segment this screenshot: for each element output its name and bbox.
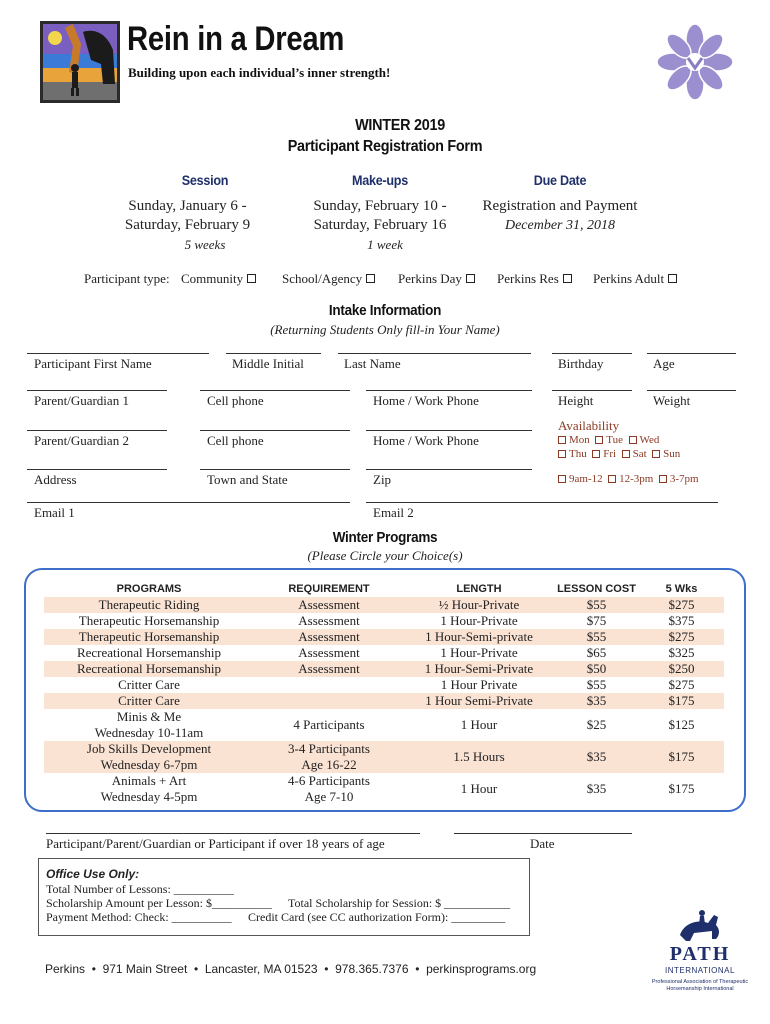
- lotus-icon: [655, 22, 735, 102]
- bullet-icon: •: [193, 962, 199, 976]
- guardian2-line[interactable]: [27, 430, 167, 431]
- due-line1: Registration and Payment: [482, 198, 638, 214]
- email2-label: Email 2: [373, 505, 414, 520]
- weight-label: Weight: [653, 393, 691, 408]
- signature-line[interactable]: [46, 833, 420, 834]
- checkbox[interactable]: [366, 274, 375, 283]
- bullet-icon: •: [324, 962, 329, 976]
- col-five-weeks: 5 Wks: [665, 583, 698, 595]
- checkbox[interactable]: [466, 274, 475, 283]
- day-sat[interactable]: Sat: [622, 448, 647, 460]
- makeups-line1: Sunday, February 10 -: [313, 198, 447, 214]
- checkbox[interactable]: [668, 274, 677, 283]
- participant-type-label: Participant type:: [84, 271, 170, 286]
- cell1-line[interactable]: [200, 390, 350, 391]
- path-tag1: Professional Association of Therapeutic: [651, 979, 749, 985]
- makeups-heading: Make-ups: [352, 172, 408, 188]
- home-work2-line[interactable]: [366, 430, 532, 431]
- ptype-perkins-adult[interactable]: Perkins Adult: [593, 271, 677, 287]
- program-row-multi[interactable]: Job Skills Development Wednesday 6-7pm 3-4 Participants Age 16-22 1.5 Hours $35 $175: [44, 741, 724, 773]
- path-sub: INTERNATIONAL: [665, 966, 735, 975]
- program-row[interactable]: Recreational Horsemanship Assessment 1 Hour-Semi-Private $50 $250: [44, 661, 724, 677]
- office-payment-check: Payment Method: Check: __________: [46, 910, 232, 924]
- email1-label: Email 1: [34, 505, 75, 520]
- guardian1-label: Parent/Guardian 1: [34, 393, 129, 408]
- day-wed[interactable]: Wed: [629, 434, 660, 446]
- height-line[interactable]: [552, 390, 632, 391]
- due-line2: December 31, 2018: [504, 218, 616, 233]
- path-name: PATH: [669, 943, 731, 965]
- footer-street: 971 Main Street: [102, 962, 188, 976]
- height-label: Height: [558, 393, 594, 408]
- town-state-label: Town and State: [207, 472, 288, 487]
- office-lessons: Total Number of Lessons: __________: [46, 882, 234, 896]
- session-line2: Saturday, February 9: [124, 217, 251, 233]
- office-scholarship-per-lesson: Scholarship Amount per Lesson: $__________: [46, 896, 272, 910]
- address-line[interactable]: [27, 469, 167, 470]
- bullet-icon: •: [91, 962, 96, 976]
- date-line[interactable]: [454, 833, 632, 834]
- cell1-label: Cell phone: [207, 393, 264, 408]
- horse-rider-icon: [650, 905, 750, 945]
- checkbox[interactable]: [563, 274, 572, 283]
- cell2-line[interactable]: [200, 430, 350, 431]
- day-thu[interactable]: Thu: [558, 448, 587, 460]
- cell2-label: Cell phone: [207, 433, 264, 448]
- day-sun[interactable]: Sun: [652, 448, 680, 460]
- ptype-community[interactable]: Community: [181, 271, 256, 287]
- weight-line[interactable]: [647, 390, 736, 391]
- program-row[interactable]: Critter Care 1 Hour Semi-Private $35 $175: [44, 693, 724, 709]
- due-heading: Due Date: [533, 172, 587, 188]
- time-evening[interactable]: 3-7pm: [659, 473, 699, 485]
- ptype-perkins-day[interactable]: Perkins Day: [398, 271, 475, 287]
- program-row[interactable]: Critter Care 1 Hour Private $55 $275: [118, 677, 695, 692]
- path-tag2: Horsemanship International: [666, 986, 734, 992]
- home-work1-label: Home / Work Phone: [373, 393, 479, 408]
- day-tue[interactable]: Tue: [595, 434, 623, 446]
- footer-city: Lancaster, MA 01523: [204, 962, 318, 976]
- horse-and-child-icon: [43, 24, 117, 100]
- middle-initial-line[interactable]: [226, 353, 321, 354]
- time-midday[interactable]: 12-3pm: [608, 473, 653, 485]
- date-label: Date: [530, 836, 555, 851]
- form-season: WINTER 2019: [355, 117, 445, 134]
- col-programs: PROGRAMS: [116, 583, 182, 595]
- org-tagline: Building upon each individual’s inner strength!: [128, 65, 391, 80]
- first-name-label: Participant First Name: [34, 356, 152, 371]
- availability-days-row2: [558, 448, 680, 460]
- col-lesson-cost: LESSON COST: [557, 583, 636, 595]
- last-name-line[interactable]: [338, 353, 531, 354]
- programs-subheading: (Please Circle your Choice(s): [307, 548, 463, 563]
- zip-line[interactable]: [366, 469, 532, 470]
- office-use-title: Office Use Only:: [46, 867, 140, 881]
- home-work1-line[interactable]: [366, 390, 532, 391]
- program-row-multi[interactable]: Minis & Me Wednesday 10-11am 4 Participants 1 Hour $25 $125: [94, 709, 695, 740]
- availability-days-row1: [558, 434, 659, 446]
- session-weeks: 5 weeks: [184, 237, 226, 252]
- intake-heading: Intake Information: [328, 302, 442, 319]
- day-fri[interactable]: Fri: [592, 448, 616, 460]
- guardian2-label: Parent/Guardian 2: [34, 433, 129, 448]
- makeups-line2: Saturday, February 16: [313, 217, 447, 233]
- town-state-line[interactable]: [200, 469, 350, 470]
- col-requirement: REQUIREMENT: [288, 583, 370, 595]
- last-name-label: Last Name: [344, 356, 401, 371]
- home-work2-label: Home / Work Phone: [373, 433, 479, 448]
- age-line[interactable]: [647, 353, 736, 354]
- logo-image: [40, 21, 120, 103]
- birthday-label: Birthday: [558, 356, 604, 371]
- guardian1-line[interactable]: [27, 390, 167, 391]
- program-row[interactable]: Therapeutic Riding Assessment ½ Hour-Private $55 $275: [44, 597, 724, 613]
- programs-header-row: [44, 581, 724, 597]
- org-title: Rein in a Dream: [127, 20, 345, 58]
- session-heading: Session: [181, 172, 229, 188]
- program-row[interactable]: Therapeutic Horsemanship Assessment 1 Hour-Private $75 $375: [78, 613, 695, 628]
- birthday-line[interactable]: [552, 353, 632, 354]
- availability-label: Availability: [558, 418, 620, 433]
- programs-heading: Winter Programs: [332, 529, 438, 546]
- program-row-multi[interactable]: Animals + Art Wednesday 4-5pm 4-6 Participants Age 7-10 1 Hour $35 $175: [100, 773, 695, 804]
- col-length: LENGTH: [456, 583, 502, 595]
- footer-website[interactable]: perkinsprograms.org: [426, 962, 537, 976]
- email1-line[interactable]: [27, 502, 350, 503]
- intake-subheading: (Returning Students Only fill-in Your Name): [270, 322, 500, 337]
- day-mon[interactable]: Mon: [558, 434, 590, 446]
- email2-line[interactable]: [366, 502, 718, 503]
- makeups-weeks: 1 week: [367, 237, 403, 252]
- footer-contact: [45, 962, 536, 976]
- ptype-school-agency[interactable]: School/Agency: [282, 271, 375, 287]
- bullet-icon: •: [415, 962, 420, 976]
- middle-initial-label: Middle Initial: [232, 356, 304, 371]
- footer-phone: 978.365.7376: [335, 962, 409, 976]
- first-name-line[interactable]: [27, 353, 209, 354]
- signature-label: Participant/Parent/Guardian or Participant if over 18 years of age: [46, 836, 385, 851]
- address-label: Address: [34, 472, 77, 487]
- session-line1: Sunday, January 6 -: [128, 198, 247, 214]
- office-scholarship-total: Total Scholarship for Session: $ ___________: [288, 896, 511, 910]
- program-row[interactable]: Therapeutic Horsemanship Assessment 1 Hour-Semi-private $55 $275: [44, 629, 724, 645]
- path-logo: [650, 905, 750, 1010]
- checkbox[interactable]: [247, 274, 256, 283]
- availability-times: [558, 473, 699, 485]
- ptype-perkins-res[interactable]: Perkins Res: [497, 271, 572, 287]
- zip-label: Zip: [373, 472, 392, 487]
- age-label: Age: [653, 356, 675, 371]
- time-morning[interactable]: 9am-12: [558, 473, 603, 485]
- office-payment-credit: Credit Card (see CC authorization Form): _________: [248, 910, 506, 924]
- program-row[interactable]: Recreational Horsemanship Assessment 1 Hour-Private $65 $325: [76, 645, 695, 660]
- footer-org: Perkins: [45, 962, 86, 976]
- form-title: Participant Registration Form: [287, 138, 483, 155]
